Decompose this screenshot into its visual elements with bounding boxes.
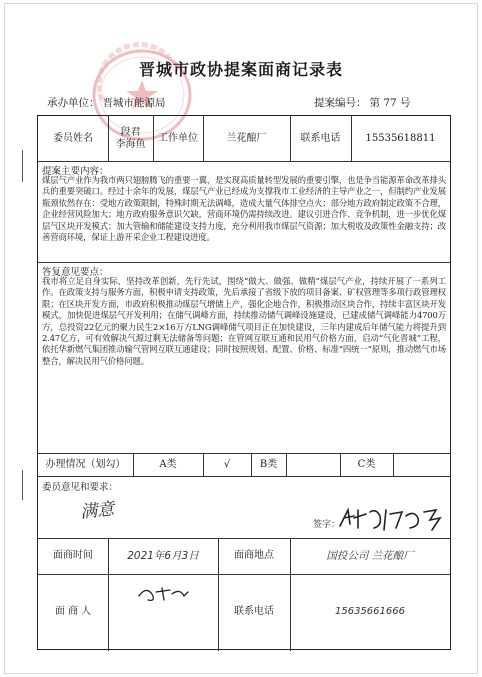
meeting-phone-label: 联系电话 bbox=[234, 605, 274, 617]
record-table bbox=[37, 115, 451, 650]
meeting-person-signature bbox=[136, 584, 192, 604]
member-names bbox=[108, 116, 153, 161]
member-name-1: 段君 bbox=[120, 126, 141, 138]
option-c-checkbox[interactable] bbox=[393, 453, 450, 476]
meeting-time-value: 2021年6月3日 bbox=[127, 550, 199, 562]
proposal-number bbox=[314, 95, 411, 110]
option-b-checkbox[interactable] bbox=[286, 453, 340, 476]
meeting-place-label: 面商地点 bbox=[234, 550, 274, 561]
option-a-checkbox[interactable]: √ bbox=[223, 458, 231, 470]
member-name-2: 李海鱼 bbox=[115, 138, 146, 150]
meeting-phone-value: 15635661666 bbox=[335, 605, 405, 617]
proposal-number-label: 提案编号： bbox=[314, 97, 367, 109]
proposal-content-text: 煤层气产业作为我市两只翅膀腾飞的重要一翼，是实现高质量转型发展的重要引擎，也是争当能源革命改革排头兵的重要突破口。经过十余年的发展，煤层气产业已经成为支撑我市工业经济的主导产业之一，但制约产业发展瓶颈依然存在：受地方政策限制，特殊时期无法调峰，造成大量气体排空点火；部分地方政府制定政策不合理，企业经营风险加大；地方政府服务意识欠缺，营商环境仍需持续改进。建议引进合作、竞争机制，进一步优化煤层气区块开发模式；加大管输和储能建设支持力度，充分利用我市煤层气资源；加大税收及政策性金融支持；改善营商环境，保证上游开采企业工程建设进度。 bbox=[42, 175, 446, 243]
meeting-place-value: 国投公司 兰花酿厂 bbox=[326, 550, 414, 562]
undertaking-unit bbox=[47, 95, 166, 110]
option-b-label: B类 bbox=[259, 458, 278, 470]
work-unit-label: 工作单位 bbox=[158, 132, 198, 144]
reply-content-text: 我市将立足自身实际，坚持改革创新，先行先试，围绕“做大、做强、做精”煤层气产业，持续开展了一系列工作。在政策支持与服务方面，积极申请支持政策，先后承接了省级下放的项目备案、矿权管理等多项行政管理权限；在区块开发方面，市政府积极推动煤层气增储上产，强化企地合作，积极推动区块合作，持续丰富区块开发模式，加快促进煤层气开发利用；在储气调峰方面，持续推动储气调峰设施建设，已建成储气调峰能力4700万方，总投资22亿元的聚力民生2×16万方LNG调峰储气项目正在加快建设，三年内建成后年储气能力将提升到2.47亿方，可有效解决气源过剩无法储备等问题；在管网互联互通和民用气价格方面，启动“气化晋城”工程，依托华新燃气集团推动输气管网互联互通建设；同时按照规划、配置、价格、标准“四统一”原则，推动燃气市场整合，解决民用气价格问题。 bbox=[42, 276, 446, 366]
row-divider bbox=[38, 262, 450, 263]
undertaking-unit-label: 承办单位： bbox=[47, 97, 100, 109]
page-title: 晋城市政协提案面商记录表 bbox=[138, 60, 343, 79]
sign-label: 签字： bbox=[313, 520, 341, 530]
option-c-label: C类 bbox=[357, 458, 376, 470]
member-phone-value: 15535618811 bbox=[365, 132, 436, 144]
member-phone-label: 联系电话 bbox=[300, 132, 341, 144]
meeting-person-label: 面 商 人 bbox=[54, 605, 92, 617]
binding-mark bbox=[22, 150, 23, 182]
binding-mark bbox=[22, 470, 23, 500]
undertaking-unit-value: 晋城市能源局 bbox=[102, 97, 166, 109]
opinion-title: 委员意见和要求： bbox=[42, 482, 119, 493]
meeting-time-label: 面商时间 bbox=[53, 550, 93, 561]
opinion-handwriting: 满意 bbox=[79, 499, 116, 523]
handling-label: 办理情况（划勾） bbox=[45, 458, 126, 470]
reply-content-title: 答复意见要点： bbox=[42, 267, 109, 278]
work-unit-value: 兰花酿厂 bbox=[226, 132, 267, 144]
proposal-number-value: 第 77 号 bbox=[369, 97, 411, 109]
member-name-label: 委员姓名 bbox=[53, 132, 93, 144]
row-divider bbox=[38, 476, 450, 477]
proposal-content-title: 提案主要内容： bbox=[42, 166, 109, 177]
member-signature bbox=[336, 504, 446, 534]
option-a-label: A类 bbox=[159, 458, 177, 470]
row-divider bbox=[38, 161, 450, 162]
